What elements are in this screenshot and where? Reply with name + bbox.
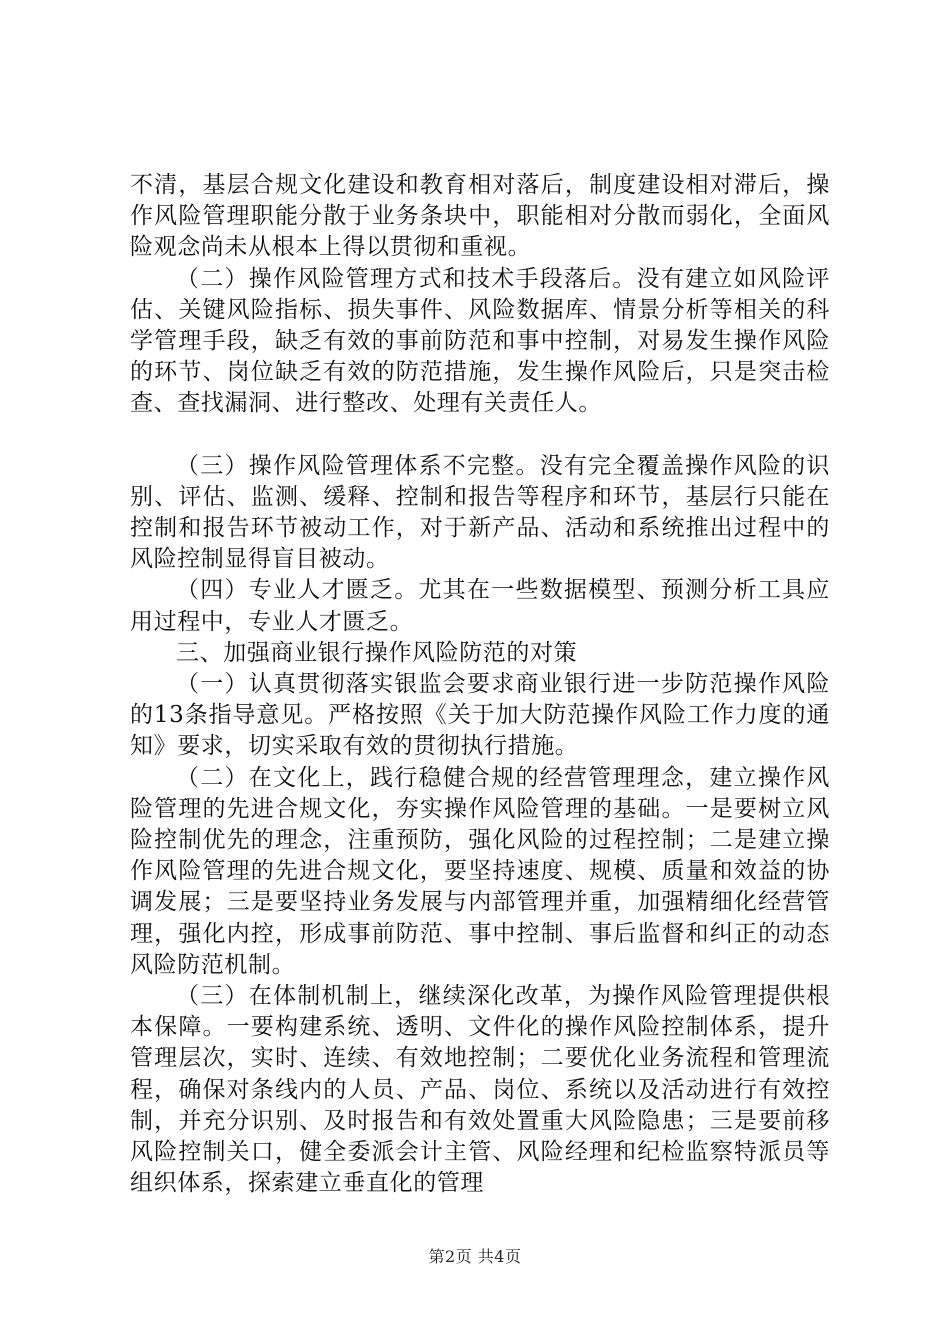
document-body — [130, 170, 830, 1200]
paragraph-section-3-1: （一）认真贯彻落实银监会要求商业银行进一步防范操作风险的13条指导意见。严格按照《关于加大防范操作风险工作力度的通知》要求，切实采取有效的贯彻执行措施。 — [130, 671, 830, 760]
paragraph-section-3-3: （三）在体制机制上，继续深化改革，为操作风险管理提供根本保障。一要构建系统、透明、文件化的操作风险控制体系，提升管理层次，实时、连续、有效地控制；二要优化业务流程和管理流程，确保对条线内的人员、产品、岗位、系统以及活动进行有效控制，并充分识别、及时报告和有效处置重大风险隐患；三是要前移风险控制关口，健全委派会计主管、风险经理和纪检监察特派员等组织体系，探索建立垂直化的管理 — [130, 983, 830, 1197]
section-heading-3: 三、加强商业银行操作风险防范的对策 — [176, 639, 578, 666]
paragraph-section-3-2: （二）在文化上，践行稳健合规的经营管理理念，建立操作风险管理的先进合规文化，夯实操作风险管理的基础。一是要树立风险控制优先的理念，注重预防，强化风险的过程控制；二是建立操作风险管理的先进合规文化，要坚持速度、规模、质量和效益的协调发展；三是要坚持业务发展与内部管理并重，加强精细化经营管理，强化内控，形成事前防范、事中控制、事后监督和纠正的动态风险防范机制。 — [130, 764, 830, 978]
page-number-footer: 第2页 共4页 — [428, 1247, 522, 1266]
paragraph-section-2-4: （四）专业人才匮乏。尤其在一些数据模型、预测分析工具应用过程中，专业人才匮乏。 — [130, 577, 830, 635]
paragraph-section-2-3: （三）操作风险管理体系不完整。没有完全覆盖操作风险的识别、评估、监测、缓释、控制和报告等程序和环节，基层行只能在控制和报告环节被动工作，对于新产品、活动和系统推出过程中的风险控制显得盲目被动。 — [130, 452, 830, 573]
paragraph-section-2-2: （二）操作风险管理方式和技术手段落后。没有建立如风险评估、关键风险指标、损失事件、风险数据库、情景分析等相关的科学管理手段，缺乏有效的事前防范和事中控制，对易发生操作风险的环节、岗位缺乏有效的防范措施，发生操作风险后，只是突击检查、查找漏洞、进行整改、处理有关责任人。 — [130, 265, 830, 417]
paragraph-continuation: 不清，基层合规文化建设和教育相对落后，制度建设相对滞后，操作风险管理职能分散于业务条块中，职能相对分散而弱化，全面风险观念尚未从根本上得以贯彻和重视。 — [130, 172, 830, 261]
